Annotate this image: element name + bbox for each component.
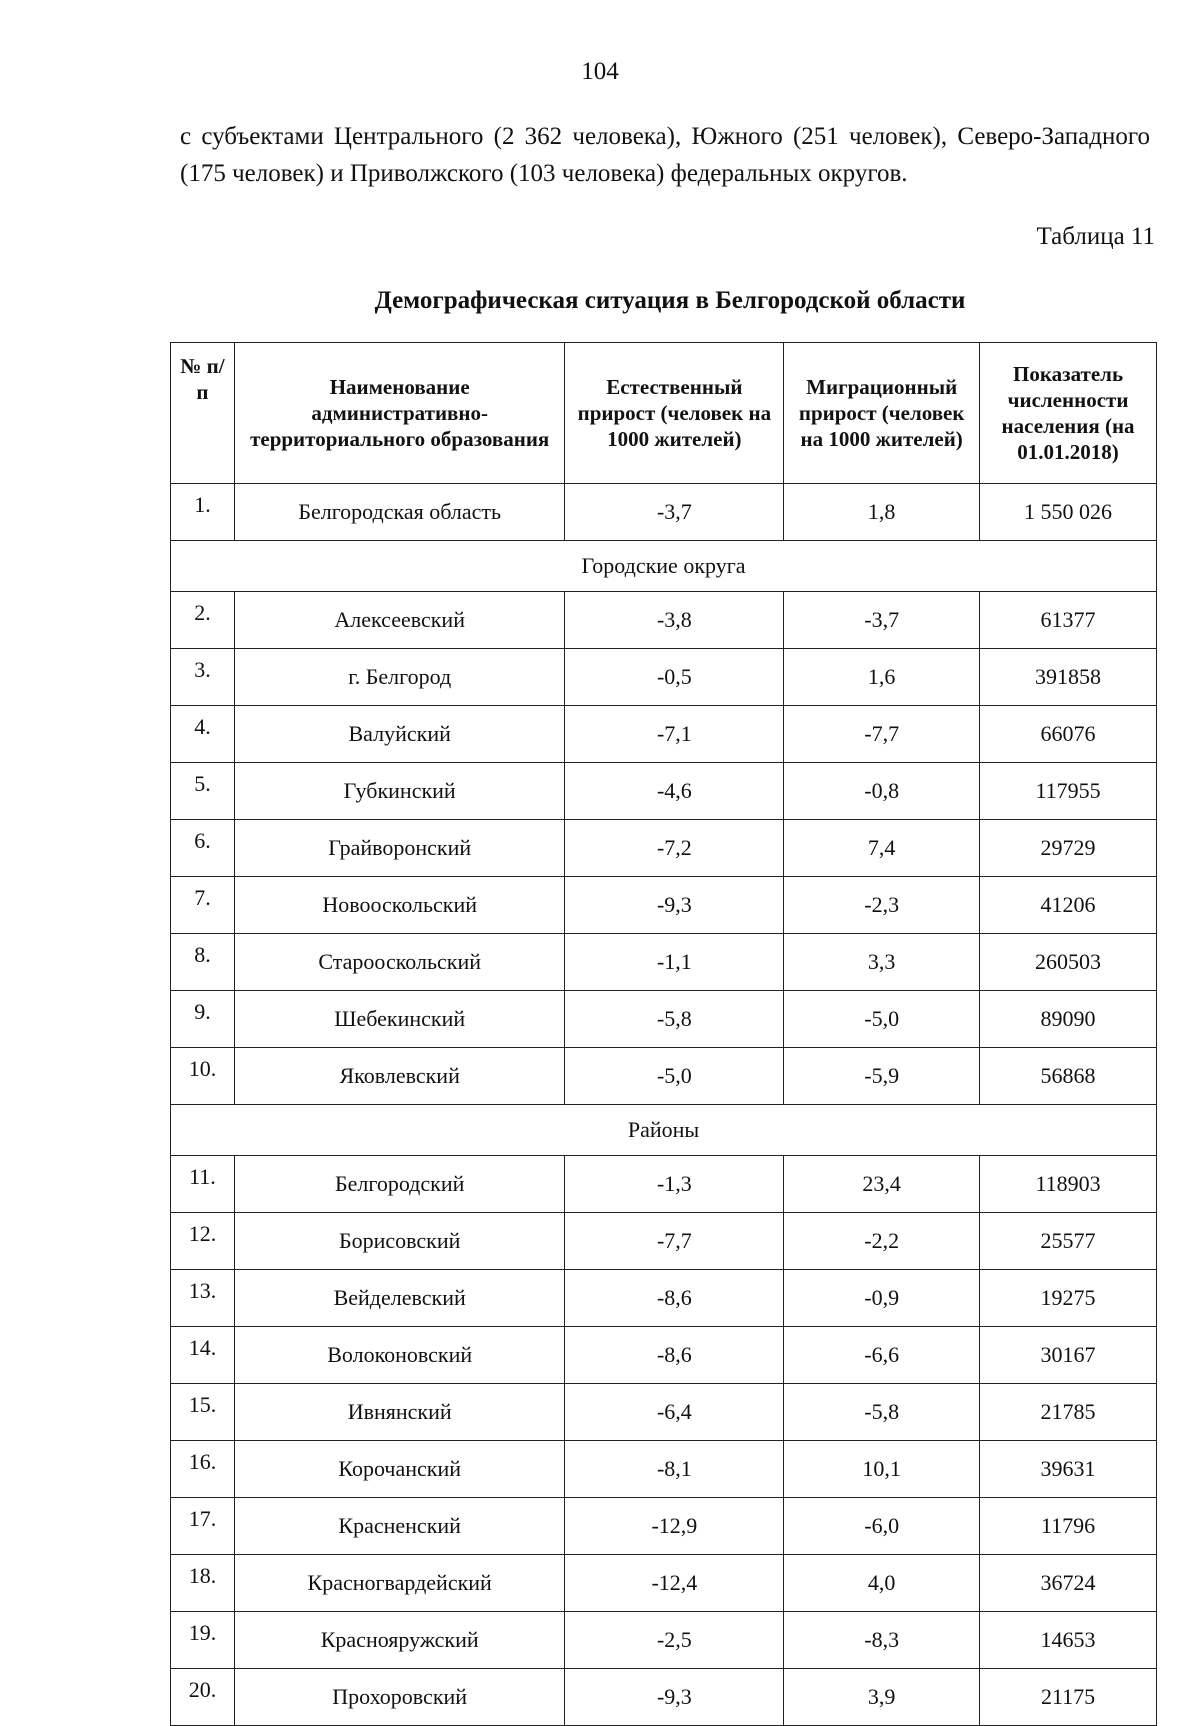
cell-num: 3. <box>171 649 235 706</box>
cell-migration: -2,3 <box>784 877 980 934</box>
cell-num: 10. <box>171 1048 235 1105</box>
cell-name: Яковлевский <box>234 1048 565 1105</box>
cell-migration: -6,0 <box>784 1498 980 1555</box>
cell-population: 1 550 026 <box>980 484 1157 541</box>
cell-population: 19275 <box>980 1270 1157 1327</box>
cell-population: 30167 <box>980 1327 1157 1384</box>
table-row <box>171 763 1157 820</box>
cell-population: 66076 <box>980 706 1157 763</box>
cell-name: Прохоровский <box>234 1669 565 1726</box>
cell-migration: -2,2 <box>784 1213 980 1270</box>
cell-natural: -7,7 <box>565 1213 784 1270</box>
page-number: 104 <box>581 58 619 85</box>
cell-name: Новооскольский <box>234 877 565 934</box>
table-row <box>171 877 1157 934</box>
table-row <box>171 1555 1157 1612</box>
cell-num: 13. <box>171 1270 235 1327</box>
cell-num: 18. <box>171 1555 235 1612</box>
cell-population: 41206 <box>980 877 1157 934</box>
cell-natural: -5,8 <box>565 991 784 1048</box>
table-row <box>171 1612 1157 1669</box>
cell-natural: -5,0 <box>565 1048 784 1105</box>
cell-population: 21175 <box>980 1669 1157 1726</box>
section-row <box>171 541 1157 592</box>
cell-migration: 4,0 <box>784 1555 980 1612</box>
cell-natural: -1,3 <box>565 1156 784 1213</box>
cell-num: 17. <box>171 1498 235 1555</box>
demographic-table <box>170 342 1157 1726</box>
cell-natural: -0,5 <box>565 649 784 706</box>
table-row <box>171 592 1157 649</box>
cell-migration: 7,4 <box>784 820 980 877</box>
cell-population: 61377 <box>980 592 1157 649</box>
table-body <box>171 484 1157 1726</box>
cell-num: 6. <box>171 820 235 877</box>
cell-num: 2. <box>171 592 235 649</box>
cell-natural: -8,6 <box>565 1327 784 1384</box>
table-row <box>171 1441 1157 1498</box>
table-row <box>171 1669 1157 1726</box>
table-label: Таблица 11 <box>1036 223 1155 250</box>
cell-natural: -7,2 <box>565 820 784 877</box>
header-num: № п/п <box>171 343 235 484</box>
cell-num: 11. <box>171 1156 235 1213</box>
table-row <box>171 706 1157 763</box>
cell-name: Борисовский <box>234 1213 565 1270</box>
section-title: Городские округа <box>171 541 1157 592</box>
table-row <box>171 649 1157 706</box>
table-header-row <box>171 343 1157 484</box>
cell-population: 29729 <box>980 820 1157 877</box>
cell-name: Валуйский <box>234 706 565 763</box>
header-natural: Естественный прирост (человек на 1000 жителей) <box>565 343 784 484</box>
table-row <box>171 1327 1157 1384</box>
cell-name: Волоконовский <box>234 1327 565 1384</box>
cell-num: 20. <box>171 1669 235 1726</box>
cell-natural: -9,3 <box>565 877 784 934</box>
table-row <box>171 991 1157 1048</box>
cell-natural: -12,9 <box>565 1498 784 1555</box>
cell-name: Белгородская область <box>234 484 565 541</box>
cell-migration: -7,7 <box>784 706 980 763</box>
cell-migration: -3,7 <box>784 592 980 649</box>
cell-name: Ивнянский <box>234 1384 565 1441</box>
table-row <box>171 1270 1157 1327</box>
section-row <box>171 1105 1157 1156</box>
table-row <box>171 1213 1157 1270</box>
cell-name: Белгородский <box>234 1156 565 1213</box>
cell-num: 16. <box>171 1441 235 1498</box>
cell-name: Красненский <box>234 1498 565 1555</box>
cell-name: Шебекинский <box>234 991 565 1048</box>
cell-population: 260503 <box>980 934 1157 991</box>
cell-population: 11796 <box>980 1498 1157 1555</box>
table-title: Демографическая ситуация в Белгородской области <box>374 287 966 314</box>
cell-population: 36724 <box>980 1555 1157 1612</box>
cell-population: 14653 <box>980 1612 1157 1669</box>
cell-natural: -4,6 <box>565 763 784 820</box>
cell-migration: 3,9 <box>784 1669 980 1726</box>
table-row <box>171 1498 1157 1555</box>
cell-name: Губкинский <box>234 763 565 820</box>
cell-migration: 23,4 <box>784 1156 980 1213</box>
cell-natural: -8,1 <box>565 1441 784 1498</box>
cell-migration: -8,3 <box>784 1612 980 1669</box>
header-name: Наименование административно-территориального образования <box>234 343 565 484</box>
section-title: Районы <box>171 1105 1157 1156</box>
cell-num: 12. <box>171 1213 235 1270</box>
cell-natural: -1,1 <box>565 934 784 991</box>
cell-name: Корочанский <box>234 1441 565 1498</box>
cell-num: 19. <box>171 1612 235 1669</box>
cell-natural: -8,6 <box>565 1270 784 1327</box>
cell-population: 25577 <box>980 1213 1157 1270</box>
cell-name: г. Белгород <box>234 649 565 706</box>
cell-num: 1. <box>171 484 235 541</box>
cell-name: Грайворонский <box>234 820 565 877</box>
cell-natural: -7,1 <box>565 706 784 763</box>
cell-population: 117955 <box>980 763 1157 820</box>
cell-natural: -6,4 <box>565 1384 784 1441</box>
cell-num: 8. <box>171 934 235 991</box>
cell-num: 5. <box>171 763 235 820</box>
cell-population: 391858 <box>980 649 1157 706</box>
cell-num: 14. <box>171 1327 235 1384</box>
cell-natural: -9,3 <box>565 1669 784 1726</box>
cell-migration: -6,6 <box>784 1327 980 1384</box>
cell-name: Старооскольский <box>234 934 565 991</box>
cell-num: 9. <box>171 991 235 1048</box>
cell-natural: -3,8 <box>565 592 784 649</box>
cell-natural: -2,5 <box>565 1612 784 1669</box>
cell-migration: 10,1 <box>784 1441 980 1498</box>
cell-migration: -5,0 <box>784 991 980 1048</box>
cell-num: 4. <box>171 706 235 763</box>
table-row <box>171 484 1157 541</box>
cell-migration: 1,6 <box>784 649 980 706</box>
table-row <box>171 934 1157 991</box>
intro-paragraph: с субъектами Центрального (2 362 человека), Южного (251 человек), Северо-Западного (175 человек) и Приволжского (103 человека) федеральных округов. <box>180 123 1150 187</box>
table-row <box>171 1048 1157 1105</box>
table-row <box>171 1384 1157 1441</box>
cell-migration: 3,3 <box>784 934 980 991</box>
cell-migration: -5,9 <box>784 1048 980 1105</box>
cell-migration: -5,8 <box>784 1384 980 1441</box>
cell-population: 56868 <box>980 1048 1157 1105</box>
cell-name: Краснояружский <box>234 1612 565 1669</box>
cell-population: 21785 <box>980 1384 1157 1441</box>
cell-migration: -0,9 <box>784 1270 980 1327</box>
cell-name: Алексеевский <box>234 592 565 649</box>
table-row <box>171 1156 1157 1213</box>
cell-name: Вейделевский <box>234 1270 565 1327</box>
cell-natural: -12,4 <box>565 1555 784 1612</box>
cell-population: 39631 <box>980 1441 1157 1498</box>
cell-natural: -3,7 <box>565 484 784 541</box>
cell-population: 118903 <box>980 1156 1157 1213</box>
header-population: Показатель численности населения (на 01.01.2018) <box>980 343 1157 484</box>
cell-name: Красногвардейский <box>234 1555 565 1612</box>
header-migration: Миграционный прирост (человек на 1000 жителей) <box>784 343 980 484</box>
table-row <box>171 820 1157 877</box>
cell-population: 89090 <box>980 991 1157 1048</box>
cell-num: 15. <box>171 1384 235 1441</box>
cell-num: 7. <box>171 877 235 934</box>
cell-migration: -0,8 <box>784 763 980 820</box>
cell-migration: 1,8 <box>784 484 980 541</box>
